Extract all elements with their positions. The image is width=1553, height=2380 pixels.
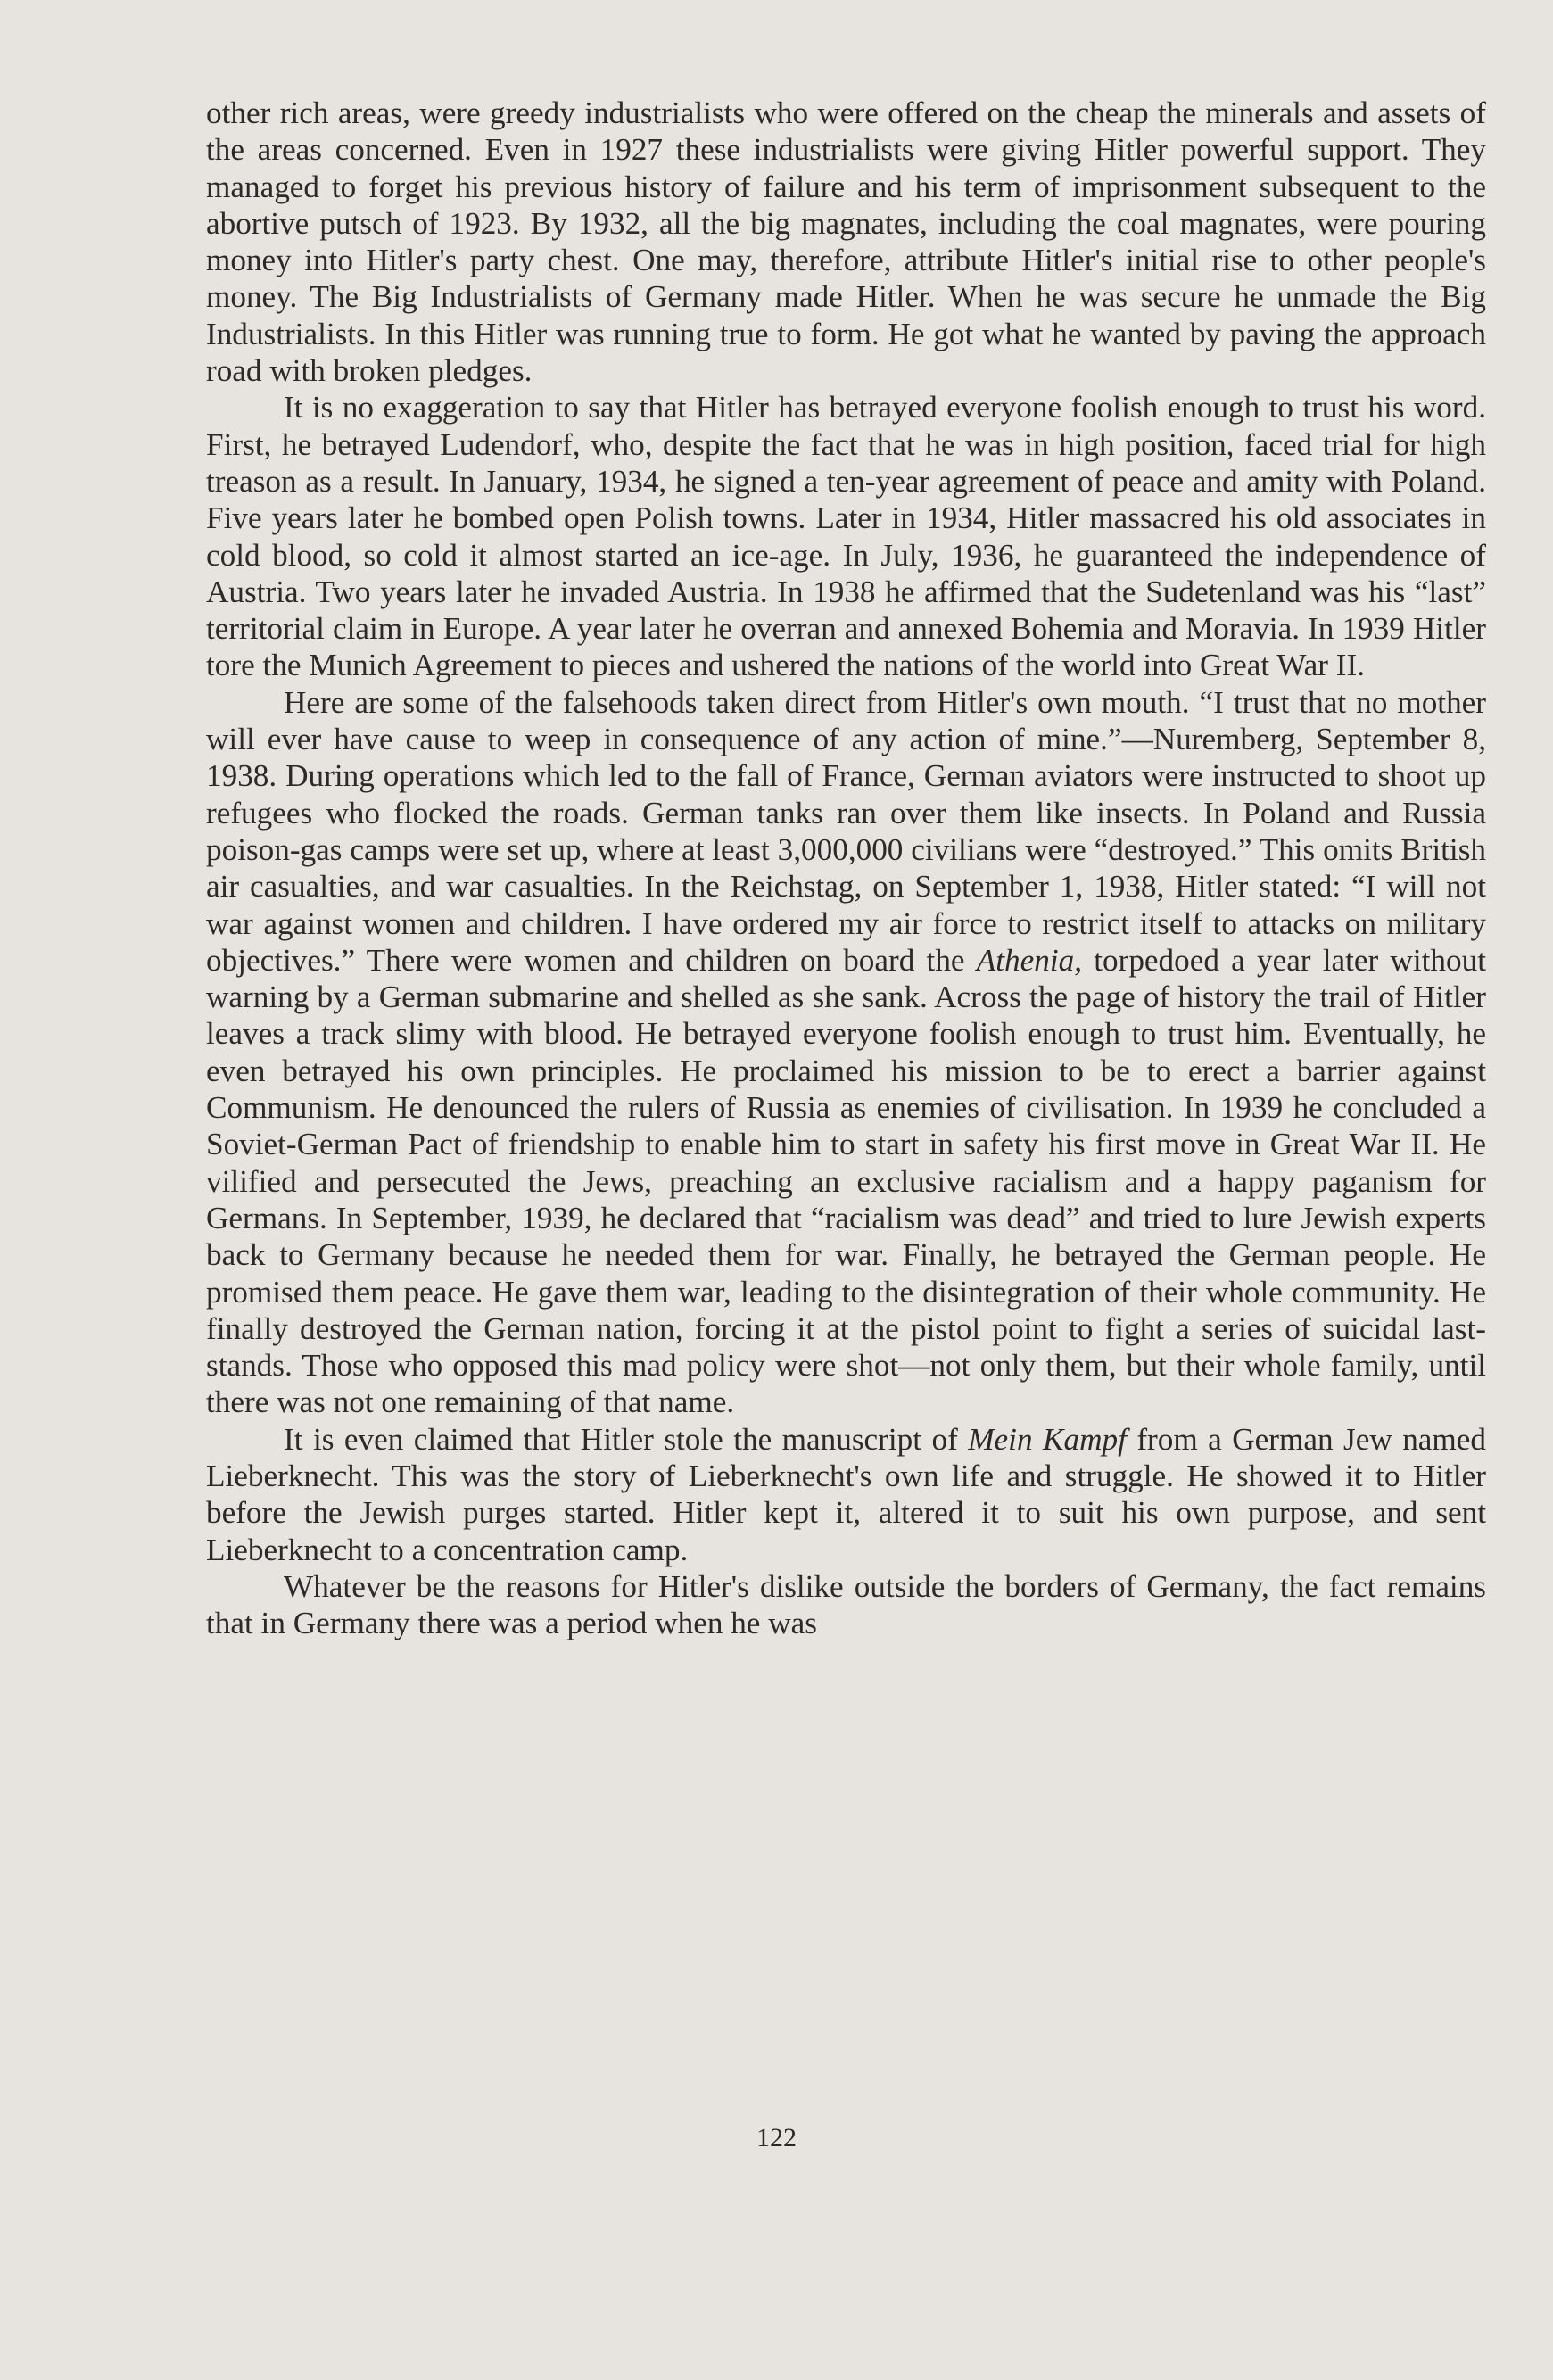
page-number: 122 (756, 2123, 797, 2153)
paragraph-3-text-b: torpedoed a year later without warning by a German submarine and shelled as she sank. Across the page of history the trail of Hitler leaves a track slimy with blood. He betrayed everyone foolish enough to trust him. Eventually, he even betrayed his own principles. He proclaimed his mission to be to erect a barrier against Communism. He denounced the rulers of Russia as enemies of civilisation. In 1939 he concluded a Soviet-German Pact of friendship to enable him to start in safety his first move in Great War II. He vilified and persecuted the Jews, preaching an exclusive racialism and a happy paganism for Germans. In September, 1939, he declared that “racialism was dead” and tried to lure Jewish experts back to Germany because he needed them for war. Finally, he betrayed the German people. He promised them peace. He gave them war, leading to the disintegration of their whole community. He finally destroyed the German nation, forcing it at the pistol point to fight a series of suicidal last-stands. Those who opposed this mad policy were shot—not only them, but their whole family, until there was not one remaining of that name. (206, 942, 1486, 1420)
ship-name-athenia: Athenia, (976, 942, 1083, 978)
paragraph-4 (206, 1421, 1486, 1568)
paragraph-1 (206, 95, 1486, 389)
paragraph-2 (206, 389, 1486, 683)
paragraph-1-text: other rich areas, were greedy industrialists who were offered on the cheap the minerals and assets of the areas concerned. Even in 1927 these industrialists were giving Hitler powerful support. They managed to forget his previous history of failure and his term of imprisonment subsequent to the abortive putsch of 1923. By 1932, all the big magnates, including the coal magnates, were pouring money into Hitler's party chest. One may, therefore, attribute Hitler's initial rise to other people's money. The Big Industrialists of Germany made Hitler. When he was secure he unmade the Big Industrialists. In this Hitler was running true to form. He got what he wanted by paving the approach road with broken pledges. (206, 95, 1486, 389)
paragraph-2-text: It is no exaggeration to say that Hitler has betrayed everyone foolish enough to trust his word. First, he betrayed Ludendorf, who, despite the fact that he was in high position, faced trial for high treason as a result. In January, 1934, he signed a ten-year agreement of peace and amity with Poland. Five years later he bombed open Polish towns. Later in 1934, Hitler massacred his old associates in cold blood, so cold it almost started an ice-age. In July, 1936, he guaranteed the independence of Austria. Two years later he invaded Austria. In 1938 he affirmed that the Sudetenland was his “last” territorial claim in Europe. A year later he overran and annexed Bohemia and Moravia. In 1939 Hitler tore the Munich Agreement to pieces and ushered the nations of the world into Great War II. (206, 390, 1486, 683)
paragraph-4-text-a: It is even claimed that Hitler stole the manuscript of (284, 1421, 969, 1457)
paragraph-4-text-b: from a German Jew named Lieberknecht. This was the story of Lieberknecht's own life and struggle. He showed it to Hitler before the Jewish purges started. Hitler kept it, altered it to suit his own purpose, and sent Lieberknecht to a concentration camp. (206, 1421, 1486, 1567)
body-text (206, 95, 1486, 1641)
paragraph-5 (206, 1568, 1486, 1642)
paragraph-5-text: Whatever be the reasons for Hitler's dislike outside the borders of Germany, the fact remains that in Germany there was a period when he was (206, 1568, 1486, 1641)
paragraph-3 (206, 684, 1486, 1421)
paragraph-3-text-a: Here are some of the falsehoods taken direct from Hitler's own mouth. “I trust that no mother will ever have cause to weep in consequence of any action of mine.”—Nuremberg, September 8, 1938. During operations which led to the fall of France, German aviators were instructed to shoot up refugees who flocked the roads. German tanks ran over them like insects. In Poland and Russia poison-gas camps were set up, where at least 3,000,000 civilians were “destroyed.” This omits British air casualties, and war casualties. In the Reichstag, on September 1, 1938, Hitler stated: “I will not war against women and children. I have ordered my air force to restrict itself to attacks on military objectives.” There were women and children on board the (206, 684, 1486, 978)
book-title-mein-kampf: Mein Kampf (968, 1421, 1127, 1457)
